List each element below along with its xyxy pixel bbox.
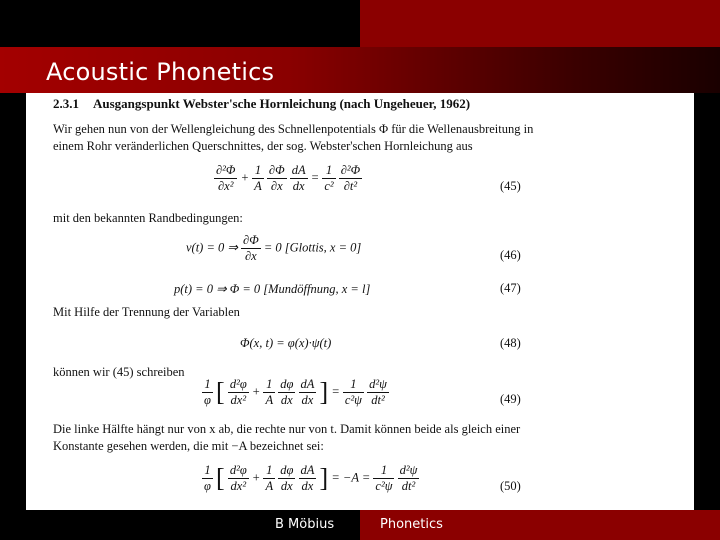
paragraph-rewrite: können wir (45) schreiben [53,365,185,379]
equation-45-number: (45) [500,179,521,193]
section-number: 2.3.1 [53,96,79,111]
equation-46-lhs: v(t) = 0 ⇒ [186,240,238,255]
equation-46-number: (46) [500,248,521,262]
paragraph-constant-line2: Konstante gesehen werden, die mit −A bezeichnet sei: [53,439,324,453]
equation-50-number: (50) [500,479,521,493]
section-heading [53,96,470,112]
paragraph-intro [53,121,533,155]
paragraph-boundary: mit den bekannten Randbedingungen: [53,211,243,225]
footer-course: Phonetics [380,517,443,532]
equation-49: $\frac{1}{\varphi}$ [ $\frac{\text{d²φ}}{\text{dx²}}$ + $\frac{1}{A}$ $\frac{d\varphi}{dx}$ $\frac{dA}{dx}$ ] = $\frac{1}{\text{c²ψ}}$ $\frac{\text{d²ψ}}{\text{dt²}}$ [204,377,387,407]
paragraph-intro-line2: einem Rohr veränderlichen Querschnittes, der sog. Webster'schen Hornleichung aus [53,139,473,153]
equation-48: Φ(x, t) = φ(x)·ψ(t) [240,336,332,350]
paragraph-intro-line1: Wir gehen nun von der Wellengleichung des Schnellenpotentials Φ für die Wellenausbreitung in [53,122,534,136]
equation-48-number: (48) [500,336,521,350]
paragraph-constant [53,421,520,455]
equation-47: p(t) = 0 ⇒ Φ = 0 [Mundöffnung, x = l] [174,282,371,296]
section-title: Ausgangspunkt Webster'sche Hornleichung (nach Ungeheuer, 1962) [93,96,471,111]
paragraph-constant-line1: Die linke Hälfte hängt nur von x ab, die rechte nur von t. Damit können beide als gleich einer [53,422,521,436]
document-scan [26,93,694,510]
equation-46: v(t) = 0 ⇒ $\frac{\partial\Phi}{\partial x}$ = 0 [Glottis, x = 0] [186,233,362,263]
equation-50: $\frac{1}{\varphi}$ [ $\frac{\text{d²φ}}{\text{dx²}}$ + $\frac{1}{A}$ $\frac{d\varphi}{dx}$ $\frac{dA}{dx}$ ] = −A = $\frac{1}{\text{c²ψ}}$ $\frac{\text{d²ψ}}{\text{dt²}}$ [204,463,418,493]
top-band-red [360,0,720,47]
equation-49-number: (49) [500,392,521,406]
slide-title: Acoustic Phonetics [46,58,275,86]
equation-45: $\frac{\text{∂²Φ}}{\text{∂x²}}$ + $\frac{1}{A}$ $\frac{\partial\Phi}{\partial x}$ $\frac{dA}{dx}$ = $\frac{1}{\text{c²}}$ $\frac{\text{∂²Φ}}{\text{∂t²}}$ [216,163,361,193]
paragraph-separation: Mit Hilfe der Trennung der Variablen [53,305,240,319]
top-band-black [0,0,360,47]
equation-46-rhs: = 0 [Glottis, x = 0] [263,240,362,255]
footer-author: B Möbius [275,517,335,532]
equation-47-number: (47) [500,281,521,295]
